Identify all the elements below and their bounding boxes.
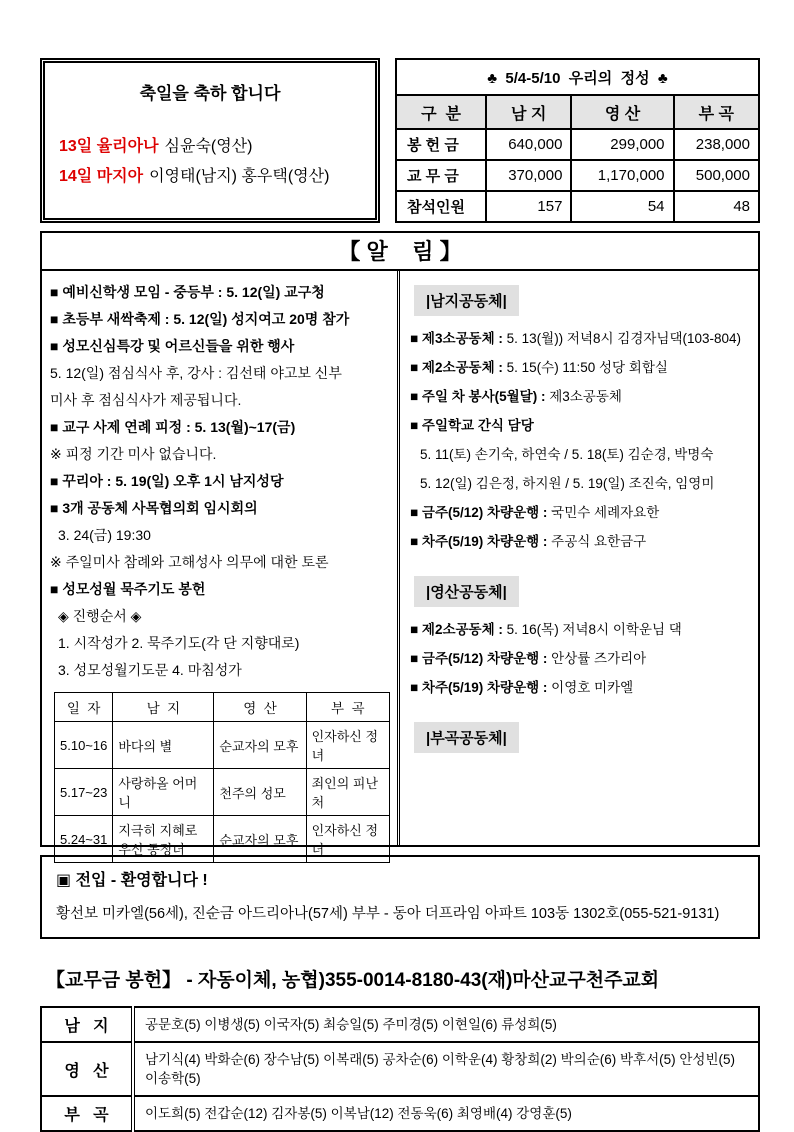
- notice-line: [50, 630, 391, 657]
- notice-line-rest: 5. 16(목) 저녁8시 이학운님 댁: [502, 622, 682, 637]
- offering-value: 370,000: [486, 160, 571, 191]
- notice-left-column: [42, 271, 400, 857]
- notice-line: [50, 441, 391, 468]
- rosary-intentions-table: [54, 692, 390, 863]
- offering-row-label: 교 무 금: [396, 160, 486, 191]
- notice-line: [50, 549, 391, 576]
- notice-line-rest: 5. 12(일) 김은정, 하지원 / 5. 19(일) 조진숙, 임영미: [420, 476, 715, 491]
- notice-line-rest: 5. 15(수) 11:50 성당 회합실: [502, 360, 668, 375]
- notice-right-column: [400, 271, 758, 845]
- rosary-cell: 5.10~16: [55, 722, 113, 769]
- notice-line-bold: ■ 성모성월 묵주기도 봉헌: [50, 581, 206, 597]
- notice-line-rest: 3. 24(금) 19:30: [58, 527, 151, 543]
- donation-row-names: 이도희(5) 전갑순(12) 김자봉(5) 이복남(12) 전동욱(6) 최영배(4) 강영훈(5): [133, 1096, 759, 1131]
- offering-value: 1,170,000: [571, 160, 673, 191]
- feast-item-names: 이영태(남지) 홍우택(영산): [149, 168, 330, 185]
- notice-line: [50, 657, 391, 684]
- notice-line: [50, 360, 391, 387]
- feast-item-date: 13일 율리아나: [59, 138, 159, 155]
- notice-line-bold: ■ 차주(5/19) 차량운행 :: [410, 680, 548, 695]
- offering-row-label: 봉 헌 금: [396, 129, 486, 160]
- feast-item-names: 심윤숙(영산): [164, 138, 253, 155]
- feast-item: [59, 162, 363, 192]
- donation-table: [40, 1006, 760, 1132]
- table-row: [396, 191, 759, 222]
- notice-line-bold: ■ 예비신학생 모임 - 중등부 : 5. 12(일) 교구청: [50, 284, 325, 300]
- table-row: [55, 816, 390, 863]
- rosary-cell: 5.17~23: [55, 769, 113, 816]
- notice-title: 【 알 림 】: [42, 233, 758, 271]
- notice-line-rest: ◈ 진행순서 ◈: [58, 608, 142, 624]
- notice-line-rest: 3. 성모성월기도문 4. 마침성가: [58, 662, 242, 678]
- notice-line-bold: ■ 교구 사제 연례 피정 : 5. 13(월)~17(금): [50, 419, 296, 435]
- notice-line-rest: 5. 13(월)) 저녁8시 김경자님댁(103-804): [502, 331, 742, 346]
- notice-line-rest: 국민수 세례자요한: [547, 505, 660, 520]
- notice-line-bold: ■ 제2소공동체 :: [410, 622, 503, 637]
- notice-columns: [42, 271, 758, 857]
- notice-line-rest: 주공식 요한금구: [547, 534, 647, 549]
- offering-header-row: [396, 95, 759, 129]
- notice-line-bold: ■ 제2소공동체 :: [410, 360, 503, 375]
- notice-line: [50, 279, 391, 306]
- rosary-cell: 지극히 지혜로우신 동정녀: [113, 816, 214, 863]
- feast-item: [59, 132, 363, 162]
- notice-line: [50, 414, 391, 441]
- notice-line: [50, 495, 391, 522]
- donation-row-names: 남기식(4) 박화순(6) 장수남(5) 이복래(5) 공차순(6) 이학운(4) 황창희(2) 박의순(6) 박후서(5) 안성빈(5) 이송학(5): [133, 1042, 759, 1096]
- rosary-cell: 인자하신 정녀: [306, 816, 389, 863]
- offering-header-bugok: 부 곡: [674, 95, 759, 129]
- notice-line: [410, 615, 752, 644]
- notice-line-rest: 1. 시작성가 2. 묵주기도(각 단 지향대로): [58, 635, 300, 651]
- notice-line: [410, 353, 752, 382]
- table-row: [396, 129, 759, 160]
- notice-line-bold: ■ 초등부 새싹축제 : 5. 12(일) 성지여고 20명 참가: [50, 311, 350, 327]
- feast-box: [40, 58, 380, 223]
- namji-community-heading: |남지공동체|: [414, 285, 519, 316]
- donation-row-label: 남 지: [41, 1007, 133, 1042]
- table-row: [41, 1007, 759, 1042]
- notice-line: [410, 440, 752, 469]
- notice-line: [50, 306, 391, 333]
- notice-line: [50, 387, 391, 414]
- offering-row-label: 참석인원: [396, 191, 486, 222]
- feast-box-title: 축일을 축하 합니다: [139, 84, 281, 103]
- offering-value: 299,000: [571, 129, 673, 160]
- yeongsan-community-heading: |영산공동체|: [414, 576, 519, 607]
- notice-line: [50, 333, 391, 360]
- notice-line: [410, 411, 752, 440]
- notice-line-bold: ■ 차주(5/19) 차량운행 :: [410, 534, 548, 549]
- rosary-cell: 5.24~31: [55, 816, 113, 863]
- notice-line-bold: ■ 꾸리아 : 5. 19(일) 오후 1시 남지성당: [50, 473, 284, 489]
- notice-line: [410, 324, 752, 353]
- notice-line-rest: ※ 주일미사 참례와 고해성사 의무에 대한 토론: [50, 554, 329, 570]
- rosary-header-bugok: 부 곡: [306, 693, 389, 722]
- notice-line-rest: 안상률 즈가리아: [547, 651, 647, 666]
- offering-header-yeongsan: 영 산: [571, 95, 673, 129]
- rosary-header-yeongsan: 영 산: [214, 693, 306, 722]
- notice-line-bold: ■ 주일학교 간식 담당: [410, 418, 534, 433]
- notice-line: [50, 603, 391, 630]
- notice-line-rest: 5. 11(토) 손기숙, 하연숙 / 5. 18(토) 김순경, 박명숙: [420, 447, 714, 462]
- donation-row-names: 공문호(5) 이병생(5) 이국자(5) 최승일(5) 주미경(5) 이현일(6) 류성희(5): [133, 1007, 759, 1042]
- notice-line: [410, 527, 752, 556]
- rosary-cell: 바다의 별: [113, 722, 214, 769]
- table-row: [55, 722, 390, 769]
- feast-item-date: 14일 마지아: [59, 168, 144, 185]
- notice-line-rest: 미사 후 점심식사가 제공됩니다.: [50, 392, 242, 408]
- donation-row-label: 부 곡: [41, 1096, 133, 1131]
- offering-value: 157: [486, 191, 571, 222]
- notice-line: [50, 468, 391, 495]
- rosary-header-row: [55, 693, 390, 722]
- transfer-welcome-box: [40, 855, 760, 939]
- notice-line: [50, 522, 391, 549]
- notice-line-rest: ※ 피정 기간 미사 없습니다.: [50, 446, 217, 462]
- table-row: [41, 1042, 759, 1096]
- notice-line-rest: 5. 12(일) 점심식사 후, 강사 : 김선태 야고보 신부: [50, 365, 342, 381]
- notice-line-bold: ■ 주일 차 봉사(5월달) :: [410, 389, 546, 404]
- donation-heading: 【교무금 봉헌】 - 자동이체, 농협)355-0014-8180-43(재)마산교구천주교회: [46, 970, 660, 991]
- notice-line: [410, 382, 752, 411]
- notice-line: [50, 576, 391, 603]
- offering-title-row: [396, 59, 759, 95]
- notice-line: [410, 469, 752, 498]
- rosary-header-date: 일 자: [55, 693, 113, 722]
- top-row: [40, 58, 760, 223]
- notice-line: [410, 498, 752, 527]
- notice-line-bold: ■ 금주(5/12) 차량운행 :: [410, 505, 548, 520]
- notice-line-rest: 제3소공동체: [545, 389, 622, 404]
- notice-line: [410, 644, 752, 673]
- rosary-cell: 순교자의 모후: [214, 722, 306, 769]
- notice-line-bold: ■ 성모신심특강 및 어르신들을 위한 행사: [50, 338, 295, 354]
- table-row: [41, 1096, 759, 1131]
- transfer-body: 황선보 미카엘(56세), 진순금 아드리아나(57세) 부부 - 동아 더프라임 아파트 103동 1302호(055-521-9131): [56, 906, 720, 922]
- donation-row-label: 영 산: [41, 1042, 133, 1096]
- offering-header-gubun: 구 분: [396, 95, 486, 129]
- notice-line-bold: ■ 3개 공동체 사목협의회 임시회의: [50, 500, 258, 516]
- offering-header-namji: 남 지: [486, 95, 571, 129]
- table-row: [396, 160, 759, 191]
- rosary-cell: 죄인의 피난처: [306, 769, 389, 816]
- offering-value: 54: [571, 191, 673, 222]
- transfer-title: ▣ 전입 - 환영합니다 !: [56, 872, 208, 889]
- offering-table-title: ♣ 5/4-5/10 우리의 정성 ♣: [396, 59, 759, 95]
- rosary-cell: 천주의 성모: [214, 769, 306, 816]
- feast-items: [57, 132, 363, 192]
- offering-value: 500,000: [674, 160, 759, 191]
- offering-value: 48: [674, 191, 759, 222]
- notice-line-bold: ■ 제3소공동체 :: [410, 331, 503, 346]
- table-row: [55, 769, 390, 816]
- offering-value: 238,000: [674, 129, 759, 160]
- rosary-cell: 인자하신 정녀: [306, 722, 389, 769]
- offering-value: 640,000: [486, 129, 571, 160]
- notice-line: [410, 673, 752, 702]
- rosary-header-namji: 남 지: [113, 693, 214, 722]
- rosary-cell: 순교자의 모후: [214, 816, 306, 863]
- offering-table: [395, 58, 760, 223]
- notice-line-rest: 이영호 미카엘: [547, 680, 634, 695]
- rosary-cell: 사랑하올 어머니: [113, 769, 214, 816]
- notice-box: [40, 231, 760, 857]
- notice-line-bold: ■ 금주(5/12) 차량운행 :: [410, 651, 548, 666]
- bugok-community-heading: |부곡공동체|: [414, 722, 519, 753]
